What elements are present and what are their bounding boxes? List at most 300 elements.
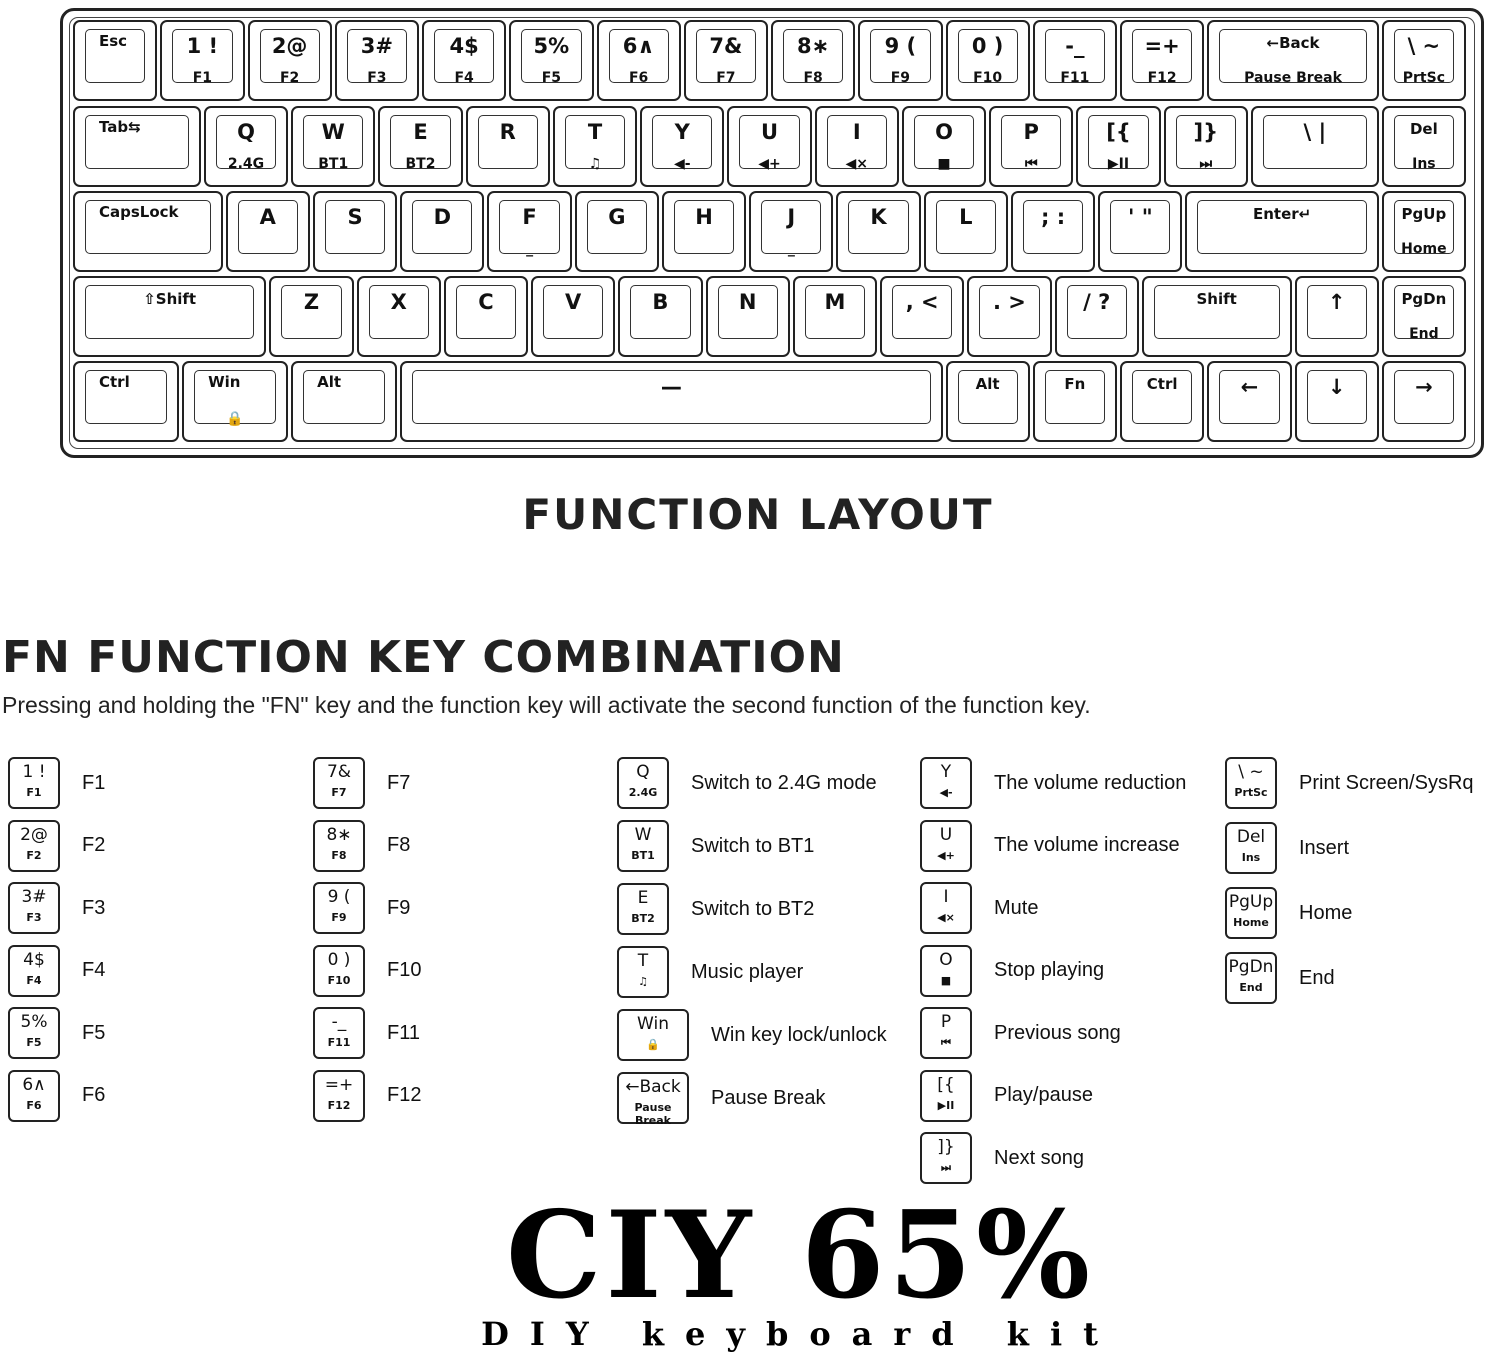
legend-description: F7 — [387, 771, 411, 794]
legend-description: Switch to BT1 — [691, 834, 815, 857]
keycap-main: Q — [636, 762, 650, 782]
key-fn-legend: F1 — [192, 70, 213, 86]
key-legend: Y — [674, 120, 690, 144]
key-legend: K — [870, 205, 887, 229]
key-v — [531, 276, 615, 357]
key-legend: Del — [1409, 120, 1438, 138]
keycap-fn: F12 — [327, 1098, 351, 1112]
key-8 — [771, 20, 855, 101]
legend-item — [1225, 822, 1349, 874]
key-legend: / ? — [1083, 290, 1111, 314]
keycap-main: 2@ — [20, 824, 48, 845]
legend-item — [313, 820, 410, 872]
key-fn-legend: PrtSc — [1402, 70, 1445, 86]
legend-item — [617, 820, 814, 872]
key-legend: 0 ) — [971, 34, 1004, 58]
key-tab — [73, 106, 201, 187]
key-fn-legend: F11 — [1060, 70, 1090, 86]
keycap-icon — [313, 945, 365, 997]
key-fn-legend: ⏭ — [1199, 156, 1213, 172]
key-legend: S — [347, 205, 363, 229]
key-legend: M — [824, 290, 846, 314]
legend-item — [920, 882, 1038, 934]
keycap-fn: F3 — [26, 911, 42, 924]
key-shift — [1142, 276, 1292, 357]
keycap-icon — [8, 945, 60, 997]
key- — [1055, 276, 1139, 357]
keycap-main: 8∗ — [326, 824, 352, 845]
legend-description: Home — [1299, 901, 1353, 924]
key-fn-legend: ◀+ — [758, 156, 781, 172]
key-legend: ' " — [1127, 205, 1153, 229]
key-legend: Ctrl — [99, 373, 130, 391]
legend-item — [8, 820, 105, 872]
key-fn-legend: F3 — [367, 70, 387, 86]
keycap-icon — [313, 757, 365, 809]
keycap-main: 9 ( — [327, 887, 351, 907]
key-fn-legend: 🔒 — [226, 411, 244, 427]
legend-description: F9 — [387, 896, 411, 919]
key- — [1011, 191, 1095, 272]
legend-description: F4 — [82, 959, 106, 981]
legend-item — [920, 945, 1104, 997]
keycap-main: Y — [940, 762, 952, 782]
key-r — [466, 106, 550, 187]
key-legend: -_ — [1065, 34, 1085, 58]
keycap-icon — [617, 757, 669, 809]
legend-description: The volume reduction — [994, 771, 1187, 794]
key-legend: \ | — [1303, 120, 1327, 144]
legend-item — [1225, 757, 1474, 809]
key-legend: L — [959, 205, 973, 229]
key-legend: H — [695, 205, 713, 229]
key-pgdn — [1382, 276, 1466, 357]
legend-description: Stop playing — [994, 959, 1105, 981]
key-legend: ⇧Shift — [143, 290, 197, 308]
legend-description: Pause Break — [711, 1086, 826, 1109]
fn-instructions: Pressing and holding the "FN" key and the function key will activate the second function of the function key. — [2, 692, 1091, 718]
key-legend: \ ~ — [1407, 34, 1441, 58]
legend-item — [313, 1007, 420, 1059]
keycap-fn: F11 — [327, 1036, 351, 1049]
legend-description: Win key lock/unlock — [711, 1023, 887, 1046]
key-legend: N — [738, 290, 757, 314]
keycap-fn: BT1 — [631, 849, 655, 862]
legend-item — [920, 757, 1186, 809]
keycap-main: 5% — [20, 1012, 48, 1032]
keycap-fn: F4 — [26, 973, 42, 987]
legend-description: Print Screen/SysRq — [1299, 771, 1474, 794]
key-legend: P — [1023, 120, 1039, 144]
key-o — [902, 106, 986, 187]
keycap-icon — [920, 1007, 972, 1059]
legend-description: Play/pause — [994, 1084, 1093, 1106]
keycap-icon — [1225, 952, 1277, 1004]
keycap-main: Win — [637, 1014, 669, 1034]
keycap-icon — [920, 1132, 972, 1184]
brand-tagline: DIY keyboard kit — [481, 1315, 1119, 1353]
key-fn-legend: F2 — [279, 70, 300, 86]
key-enter — [1185, 191, 1378, 272]
key-f — [487, 191, 571, 272]
keycap-icon — [1225, 822, 1277, 874]
key-y — [640, 106, 724, 187]
key-fn-legend: _ — [787, 241, 795, 257]
legend-description: Next song — [994, 1146, 1085, 1169]
key-fn-legend: Home — [1401, 241, 1447, 257]
keycap-fn: ▶II — [937, 1098, 955, 1112]
key-7 — [684, 20, 768, 101]
keycap-fn: F7 — [331, 786, 347, 799]
legend-item — [617, 883, 814, 935]
keycap-icon — [617, 1009, 689, 1061]
key-fn-legend: F9 — [890, 70, 911, 86]
key-legend: 8∗ — [797, 34, 830, 58]
legend-description: F3 — [82, 896, 106, 919]
key-q — [204, 106, 288, 187]
key-legend: A — [259, 205, 276, 229]
legend-item — [920, 1007, 1121, 1059]
key-legend: — — [660, 375, 682, 399]
legend-item — [617, 946, 803, 998]
legend-item — [617, 757, 877, 809]
legend-description: F8 — [387, 834, 411, 856]
key-legend: ; : — [1041, 205, 1066, 229]
keycap-fn: F5 — [26, 1036, 42, 1049]
keycap-icon — [8, 1007, 60, 1059]
key-0 — [946, 20, 1030, 101]
key-legend: CapsLock — [99, 203, 179, 221]
legend-description: F11 — [387, 1021, 420, 1044]
keycap-icon — [8, 820, 60, 872]
key-fn-legend: F8 — [803, 70, 823, 86]
keycap-fn: F9 — [331, 911, 347, 924]
function-layout-title: FUNCTION LAYOUT — [522, 490, 994, 539]
key-fn — [1033, 361, 1117, 442]
keycap-main: [{ — [937, 1074, 955, 1095]
key- — [1164, 106, 1248, 187]
key-legend: ←Back — [1266, 34, 1320, 52]
legend-item — [8, 945, 105, 997]
keycap-icon — [313, 882, 365, 934]
keycap-fn: ♫ — [638, 975, 648, 988]
key-legend: Alt — [317, 373, 342, 391]
keycap-fn: 🔒 — [646, 1038, 660, 1051]
key-legend: 3# — [360, 34, 393, 58]
key-z — [269, 276, 353, 357]
key-legend: 5% — [533, 34, 570, 58]
key-fn-legend: F4 — [454, 70, 474, 86]
key-legend: U — [760, 120, 779, 144]
keycap-fn: F6 — [26, 1098, 42, 1112]
legend-description: F12 — [387, 1084, 422, 1106]
key-legend: Z — [303, 290, 320, 314]
key-fn-legend: ◀- — [673, 156, 691, 172]
key-fn-legend: BT1 — [318, 156, 349, 172]
legend-description: F1 — [82, 771, 106, 794]
legend-item — [920, 1132, 1084, 1184]
keycap-icon — [8, 882, 60, 934]
key-alt — [291, 361, 397, 442]
keycap-main: O — [939, 949, 953, 970]
key-legend: ↑ — [1327, 290, 1346, 314]
keycap-fn: F1 — [26, 786, 42, 799]
keycap-icon — [617, 883, 669, 935]
key-2 — [248, 20, 332, 101]
keycap-main: 0 ) — [327, 949, 351, 970]
key-legend: T — [587, 120, 603, 144]
fn-combination-title: FN FUNCTION KEY COMBINATION — [2, 632, 845, 683]
key-fn-legend: F5 — [541, 70, 562, 86]
keycap-icon — [920, 820, 972, 872]
keycap-fn: F2 — [26, 848, 42, 862]
key-alt — [946, 361, 1030, 442]
key-s — [313, 191, 397, 272]
key-c — [444, 276, 528, 357]
keycap-fn: ◀+ — [937, 848, 955, 862]
key- — [1382, 361, 1466, 442]
key-fn-legend: _ — [526, 241, 534, 257]
key-legend: Tab⇆ — [99, 118, 141, 136]
key-legend: Shift — [1196, 290, 1237, 308]
key-u — [727, 106, 811, 187]
key-legend: Ctrl — [1146, 375, 1178, 393]
keycap-icon — [920, 757, 972, 809]
key-ctrl — [73, 361, 179, 442]
key-legend: 7& — [709, 34, 743, 58]
legend-description: Music player — [691, 960, 804, 983]
keycap-fn: Ins — [1241, 851, 1261, 864]
keycap-main: U — [939, 824, 953, 845]
keycap-main: =+ — [324, 1074, 354, 1095]
key-legend: 9 ( — [884, 34, 917, 58]
key-shift — [73, 276, 266, 357]
key-capslock — [73, 191, 223, 272]
key-del — [1382, 106, 1466, 187]
key-fn-legend: ■ — [937, 156, 951, 172]
keycap-main: 1 ! — [22, 762, 46, 782]
legend-description: F5 — [82, 1021, 106, 1044]
legend-item — [617, 1072, 826, 1127]
keycap-icon — [8, 757, 60, 809]
key-legend: X — [390, 290, 407, 314]
key-legend: V — [565, 290, 582, 314]
legend-item — [617, 1009, 887, 1061]
keycap-icon — [920, 882, 972, 934]
key- — [1295, 276, 1379, 357]
key-fn-legend: Pause Break — [1244, 70, 1342, 86]
key-legend: B — [652, 290, 669, 314]
legend-item — [8, 882, 105, 934]
legend-item — [8, 1070, 105, 1122]
key-p — [989, 106, 1073, 187]
keycap-fn: ■ — [940, 973, 952, 987]
keycap-main: 3# — [21, 887, 47, 907]
keycap-main: 4$ — [23, 949, 45, 970]
key- — [1076, 106, 1160, 187]
keycap-icon — [1225, 757, 1277, 809]
keycap-fn: Pause Break — [634, 1101, 672, 1127]
key-legend: ]} — [1193, 120, 1219, 144]
key-legend: ← — [1240, 375, 1259, 399]
keycap-fn: ⏮ — [941, 1036, 951, 1049]
key- — [1207, 361, 1291, 442]
key-legend: Alt — [975, 375, 1000, 393]
key-legend: =+ — [1144, 34, 1180, 58]
keycap-fn: Home — [1233, 916, 1269, 929]
key-legend: J — [787, 205, 796, 229]
legend-description: F10 — [387, 959, 422, 981]
key-fn-legend: F12 — [1147, 70, 1177, 86]
key-b — [618, 276, 702, 357]
key-back — [1207, 20, 1379, 101]
key-legend: . > — [992, 290, 1026, 314]
legend-description: Switch to 2.4G mode — [691, 771, 877, 794]
keycap-main: -_ — [331, 1012, 347, 1032]
key-legend: G — [608, 205, 626, 229]
key-fn-legend: ▶II — [1107, 156, 1130, 172]
legend-description: F6 — [82, 1084, 106, 1106]
legend-description: End — [1299, 966, 1335, 989]
key-fn-legend: F10 — [973, 70, 1003, 86]
keycap-main: W — [634, 825, 652, 845]
key-esc — [73, 20, 157, 101]
key-legend: 6∧ — [622, 34, 655, 58]
legend-item — [8, 757, 105, 809]
key-legend: E — [413, 120, 428, 144]
key-j — [749, 191, 833, 272]
key-i — [815, 106, 899, 187]
legend-item — [313, 1070, 421, 1122]
legend-item — [920, 820, 1180, 872]
key-t — [553, 106, 637, 187]
key-fn-legend: F7 — [716, 70, 736, 86]
key-legend: D — [433, 205, 452, 229]
legend-description: Mute — [994, 896, 1039, 919]
keycap-fn: ◀× — [937, 911, 955, 924]
key- — [1295, 361, 1379, 442]
key-legend: O — [935, 120, 953, 144]
keycap-fn: ⏭ — [941, 1161, 951, 1174]
key-legend: 2@ — [271, 34, 308, 58]
key-5 — [509, 20, 593, 101]
key-g — [575, 191, 659, 272]
key-fn-legend: BT2 — [405, 156, 436, 172]
key- — [1120, 20, 1204, 101]
key-legend: ↓ — [1327, 375, 1346, 399]
key-win — [182, 361, 288, 442]
key- — [967, 276, 1051, 357]
keycap-main: PgUp — [1228, 892, 1274, 912]
key-9 — [858, 20, 942, 101]
legend-item — [313, 882, 410, 934]
keycap-main: ]} — [937, 1137, 955, 1157]
key-legend: F — [522, 205, 537, 229]
keycap-fn: ◀- — [939, 786, 953, 799]
key-h — [662, 191, 746, 272]
key-d — [400, 191, 484, 272]
legend-description: The volume increase — [994, 834, 1180, 856]
keycap-main: 7& — [326, 762, 352, 782]
key-legend: PgUp — [1401, 205, 1447, 223]
legend-item — [313, 945, 421, 997]
key-e — [378, 106, 462, 187]
keycap-main: \ ~ — [1238, 762, 1264, 782]
legend-item — [1225, 887, 1352, 939]
key-fn-legend: End — [1409, 326, 1439, 342]
keycap-icon — [313, 820, 365, 872]
key-1 — [160, 20, 244, 101]
legend-description: F2 — [82, 834, 106, 856]
keycap-main: Del — [1236, 827, 1266, 847]
keycap-icon — [313, 1070, 365, 1122]
key-legend: Fn — [1064, 375, 1086, 393]
key-legend: Enter↵ — [1252, 205, 1312, 223]
legend-item — [8, 1007, 105, 1059]
keycap-main: T — [637, 951, 649, 971]
keycap-fn: PrtSc — [1234, 786, 1268, 799]
keycap-fn: F8 — [331, 848, 347, 862]
key-legend: I — [852, 120, 861, 144]
key-legend: Q — [237, 120, 255, 144]
key-pgup — [1382, 191, 1466, 272]
keycap-fn: BT2 — [631, 912, 655, 925]
key-6 — [597, 20, 681, 101]
key-legend: , < — [905, 290, 939, 314]
key-legend: PgDn — [1401, 290, 1447, 308]
key-fn-legend: ♫ — [588, 156, 602, 172]
legend-description: Insert — [1299, 836, 1350, 859]
legend-item — [1225, 952, 1335, 1004]
key-ctrl — [1120, 361, 1204, 442]
legend-description: Switch to BT2 — [691, 897, 815, 920]
keycap-main: E — [637, 888, 649, 908]
key-m — [793, 276, 877, 357]
keycap-icon — [8, 1070, 60, 1122]
key- — [880, 276, 964, 357]
keycap-main: ←Back — [625, 1077, 681, 1097]
keycap-icon — [617, 1072, 689, 1127]
key-a — [226, 191, 310, 272]
keycap-icon — [617, 946, 669, 998]
key-legend: 1 ! — [186, 34, 219, 58]
legend-item — [920, 1070, 1093, 1122]
key-n — [706, 276, 790, 357]
keycap-icon — [313, 1007, 365, 1059]
key-4 — [422, 20, 506, 101]
key- — [1098, 191, 1182, 272]
key-3 — [335, 20, 419, 101]
key-legend: 4$ — [449, 34, 479, 58]
keycap-icon — [920, 1070, 972, 1122]
legend-item — [313, 757, 410, 809]
key-w — [291, 106, 375, 187]
key-legend: C — [478, 290, 494, 314]
keycap-main: P — [940, 1012, 952, 1032]
keycap-icon — [617, 820, 669, 872]
key- — [1251, 106, 1379, 187]
key-legend: Win — [208, 373, 241, 391]
key-legend: [{ — [1106, 120, 1131, 144]
key-legend: W — [321, 120, 345, 144]
key-l — [924, 191, 1008, 272]
key- — [1033, 20, 1117, 101]
keycap-main: PgDn — [1228, 957, 1274, 977]
keycap-icon — [1225, 887, 1277, 939]
keycap-fn: F10 — [327, 973, 351, 987]
key-k — [836, 191, 920, 272]
key- — [1382, 20, 1466, 101]
